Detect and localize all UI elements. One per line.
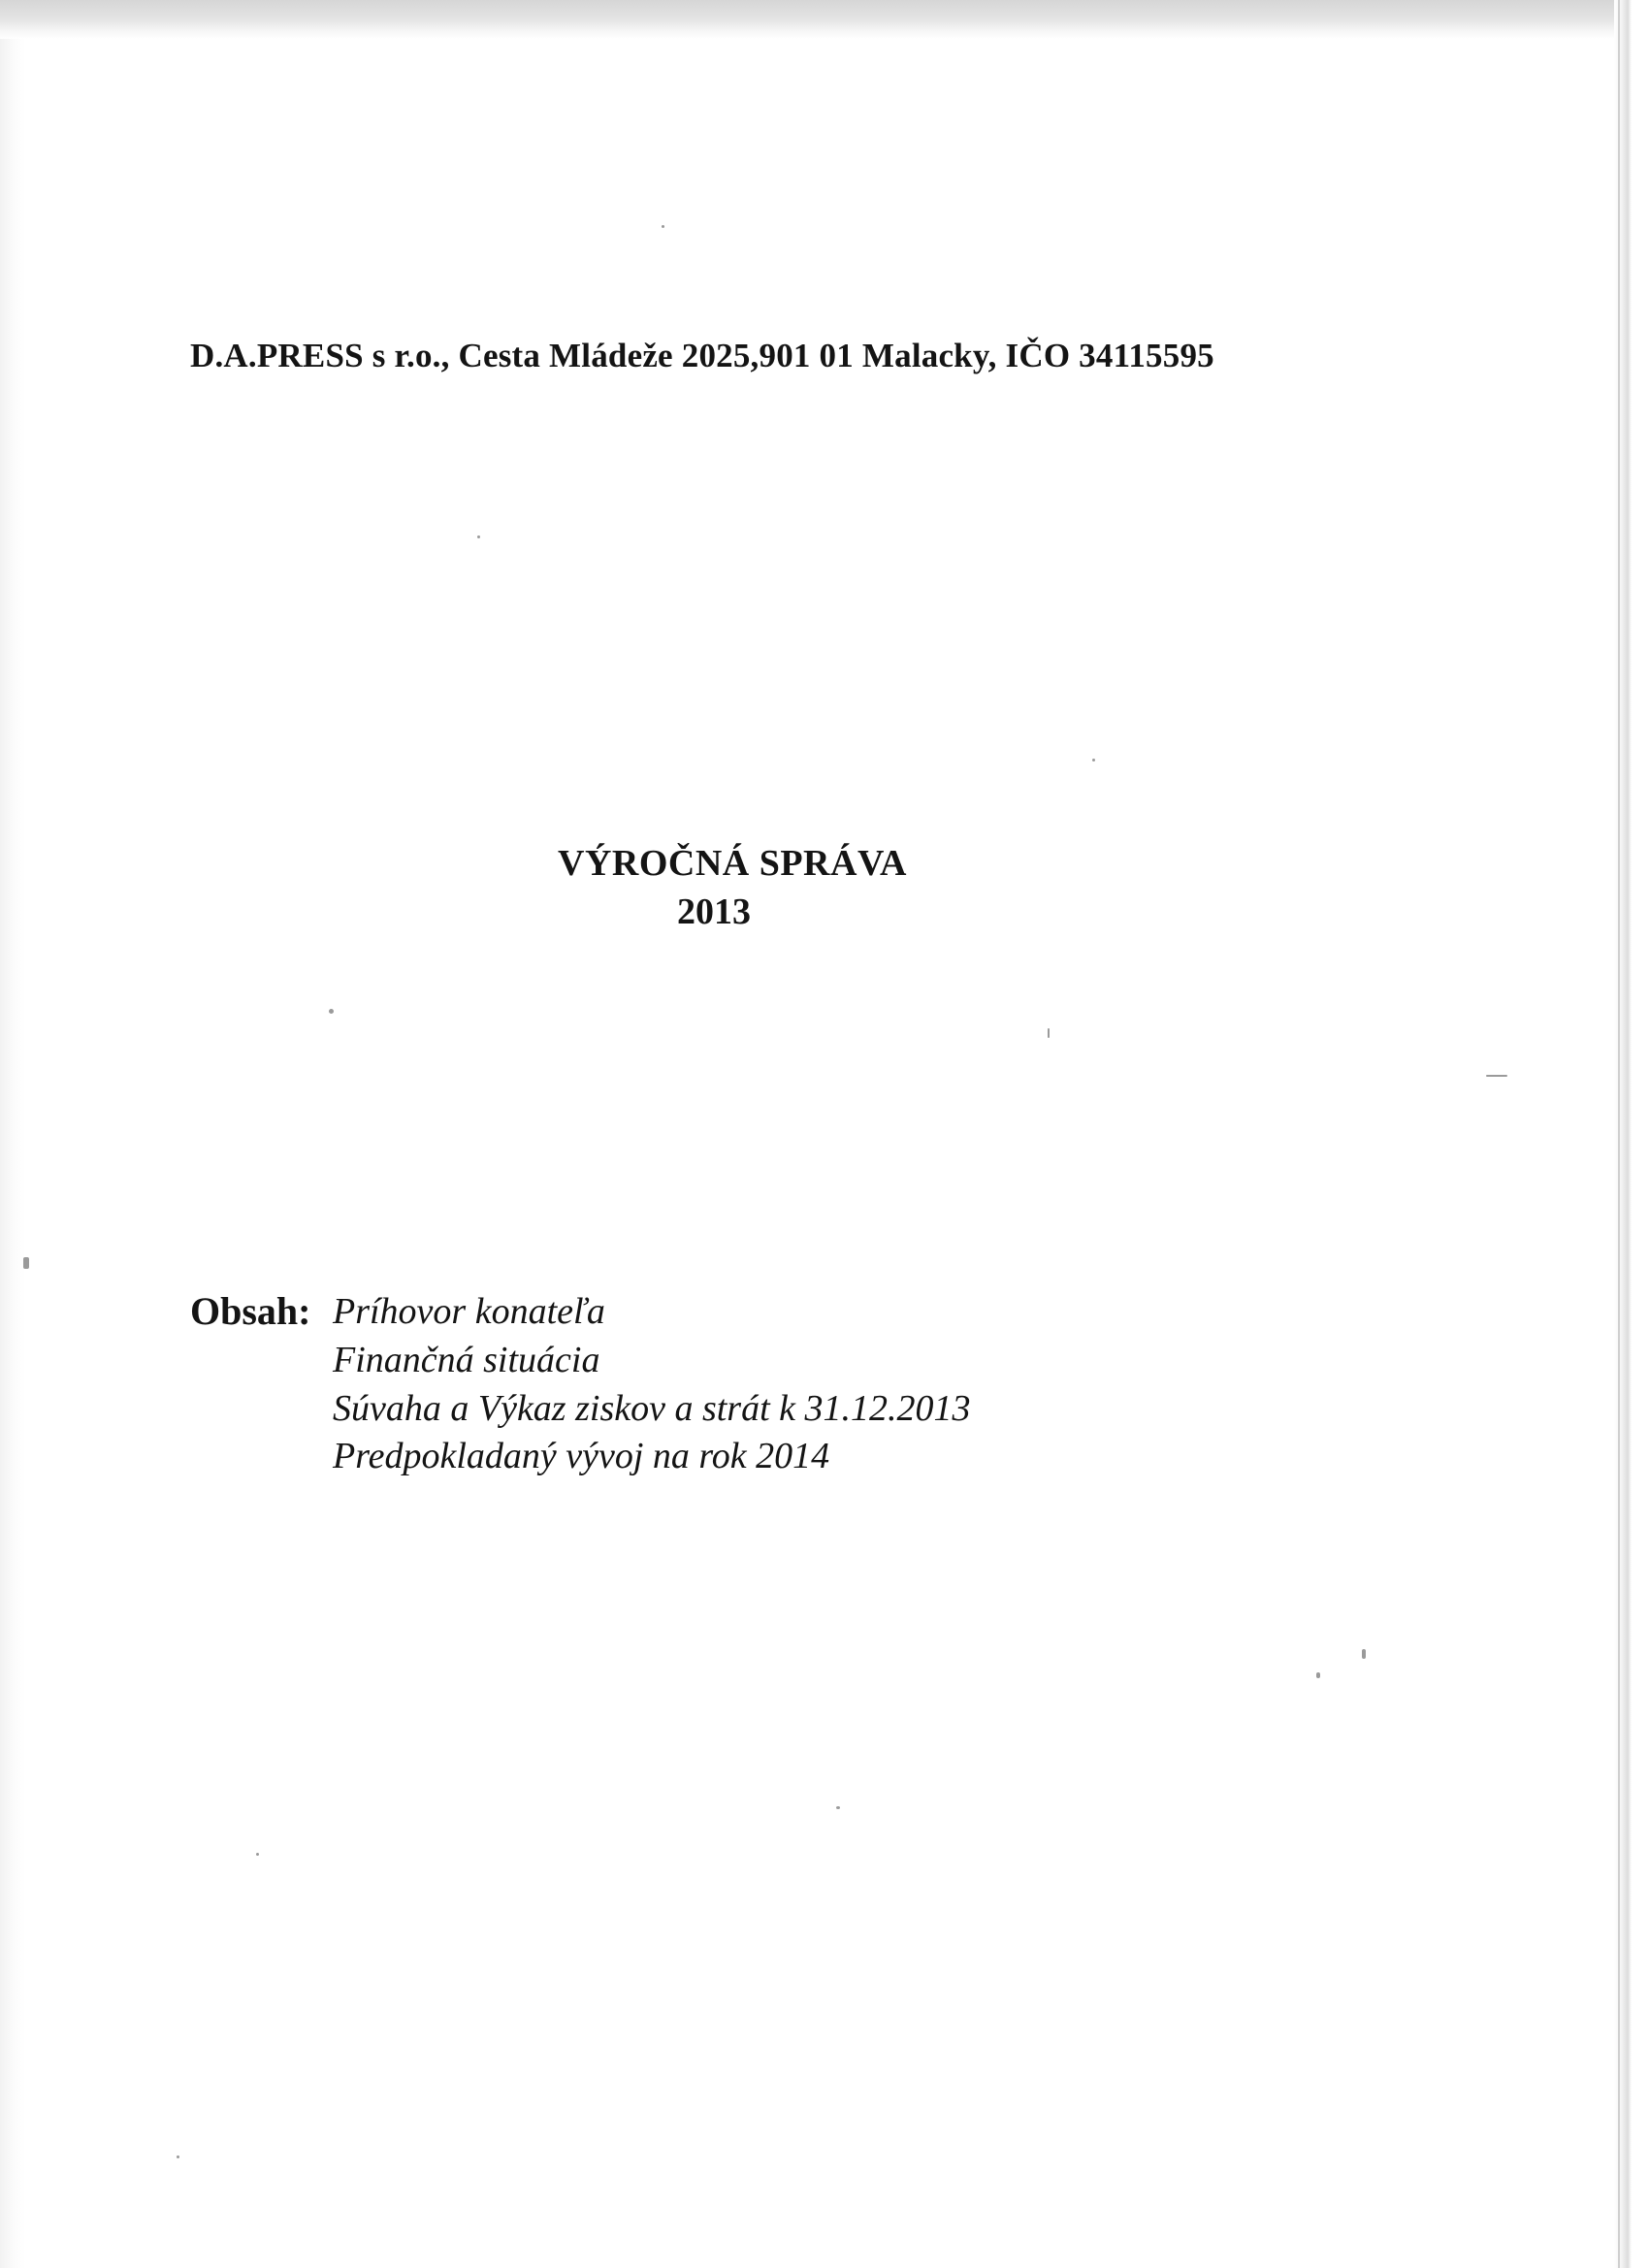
scan-speck xyxy=(1316,1672,1320,1678)
contents-item-financial-situation: Finančná situácia xyxy=(333,1340,600,1380)
scan-speck xyxy=(662,225,664,228)
scan-speck xyxy=(1362,1649,1366,1659)
document-title: VÝROČNÁ SPRÁVA xyxy=(558,843,907,884)
scan-shadow-top xyxy=(0,0,1649,39)
scan-speck xyxy=(329,1009,334,1014)
contents-item-outlook: Predpokladaný vývoj na rok 2014 xyxy=(333,1436,830,1476)
contents-item-balance-sheet: Súvaha a Výkaz ziskov a strát k 31.12.2013 xyxy=(333,1388,971,1429)
scan-speck xyxy=(23,1257,29,1269)
scan-speck xyxy=(477,535,480,538)
contents-item-speech: Príhovor konateľa xyxy=(333,1291,605,1332)
company-info-line: D.A.PRESS s r.o., Cesta Mládeže 2025,901 01 Malacky, IČO 34115595 xyxy=(190,337,1214,374)
scan-page-edge xyxy=(1618,0,1620,2268)
scan-speck xyxy=(836,1806,840,1809)
scan-speck xyxy=(256,1853,259,1856)
scan-speck xyxy=(1486,1075,1507,1077)
scan-speck xyxy=(1048,1028,1050,1038)
scan-speck xyxy=(1092,759,1095,761)
scan-shadow-left xyxy=(0,39,25,2268)
document-year: 2013 xyxy=(677,891,751,932)
scan-speck xyxy=(177,2155,179,2158)
contents-label: Obsah: xyxy=(190,1289,311,1333)
